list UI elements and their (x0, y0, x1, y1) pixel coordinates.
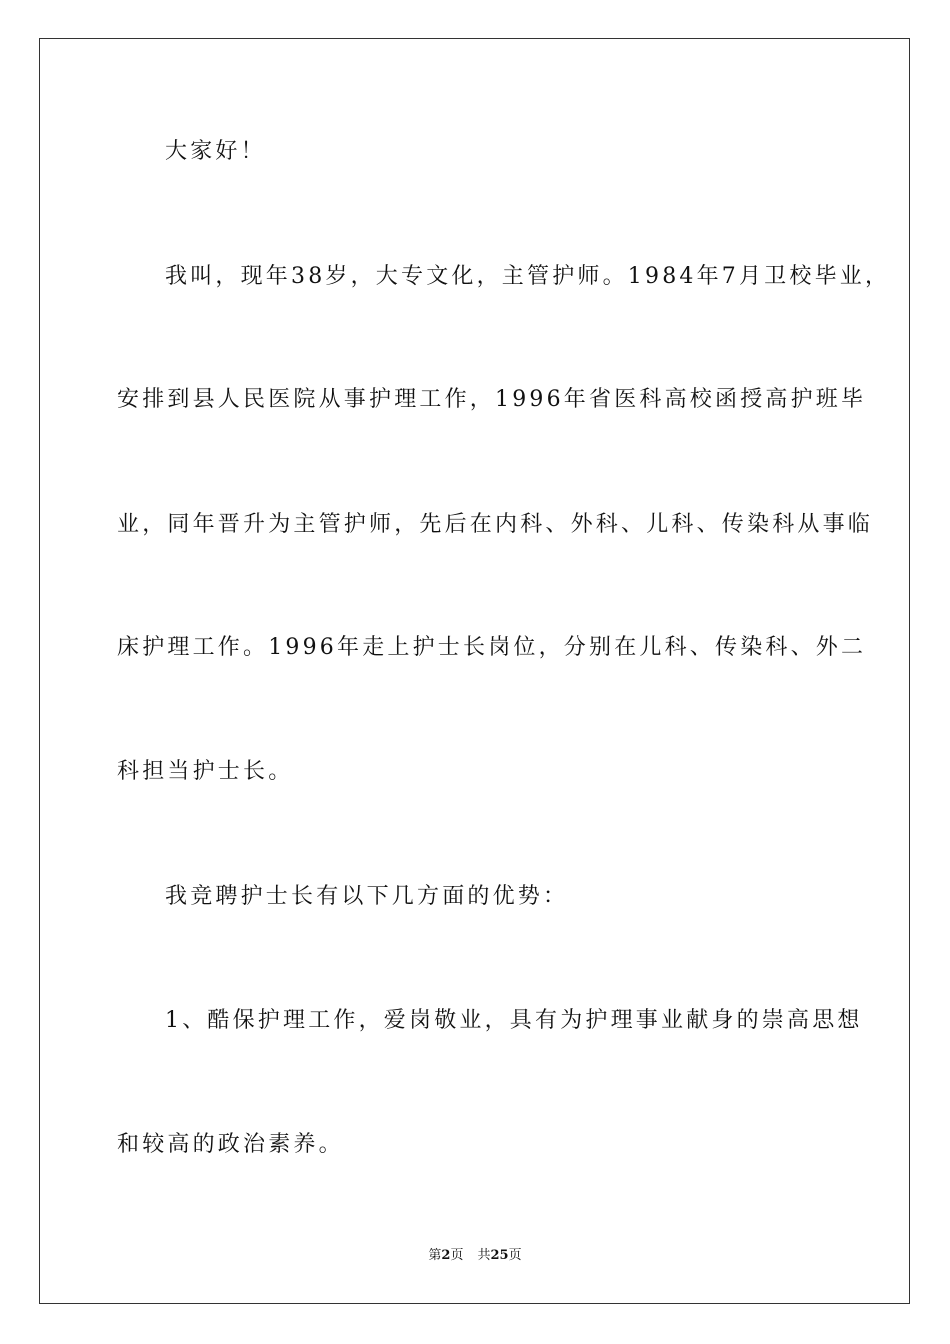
paragraph-line: 安排到县人民医院从事护理工作，1996年省医科高校函授高护班毕 (117, 387, 867, 412)
page-prefix: 第 (428, 1248, 442, 1263)
paragraph-line: 科担当护士长。 (117, 759, 294, 784)
total-pages: 25 (490, 1248, 509, 1263)
page-border (39, 38, 910, 1304)
greeting-line: 大家好！ (165, 139, 266, 164)
page-number: 2 (441, 1248, 451, 1263)
paragraph-line: 和较高的政治素养。 (117, 1132, 344, 1157)
page-suffix: 页 (450, 1248, 464, 1263)
paragraph-line: 我竞聘护士长有以下几方面的优势： (165, 884, 569, 909)
paragraph-line: 业，同年晋升为主管护师，先后在内科、外科、儿科、传染科从事临 (117, 512, 874, 537)
paragraph-line: 我叫，现年38岁，大专文化，主管护师。1984年7月卫校毕业， (165, 264, 891, 289)
paragraph-line: 1、酷保护理工作，爱岗敬业，具有为护理事业献身的崇高思想 (165, 1008, 863, 1033)
total-suffix: 页 (508, 1248, 522, 1263)
page-footer (0, 1247, 950, 1265)
paragraph-line: 床护理工作。1996年走上护士长岗位，分别在儿科、传染科、外二 (117, 635, 867, 660)
total-prefix: 共 (477, 1248, 491, 1263)
